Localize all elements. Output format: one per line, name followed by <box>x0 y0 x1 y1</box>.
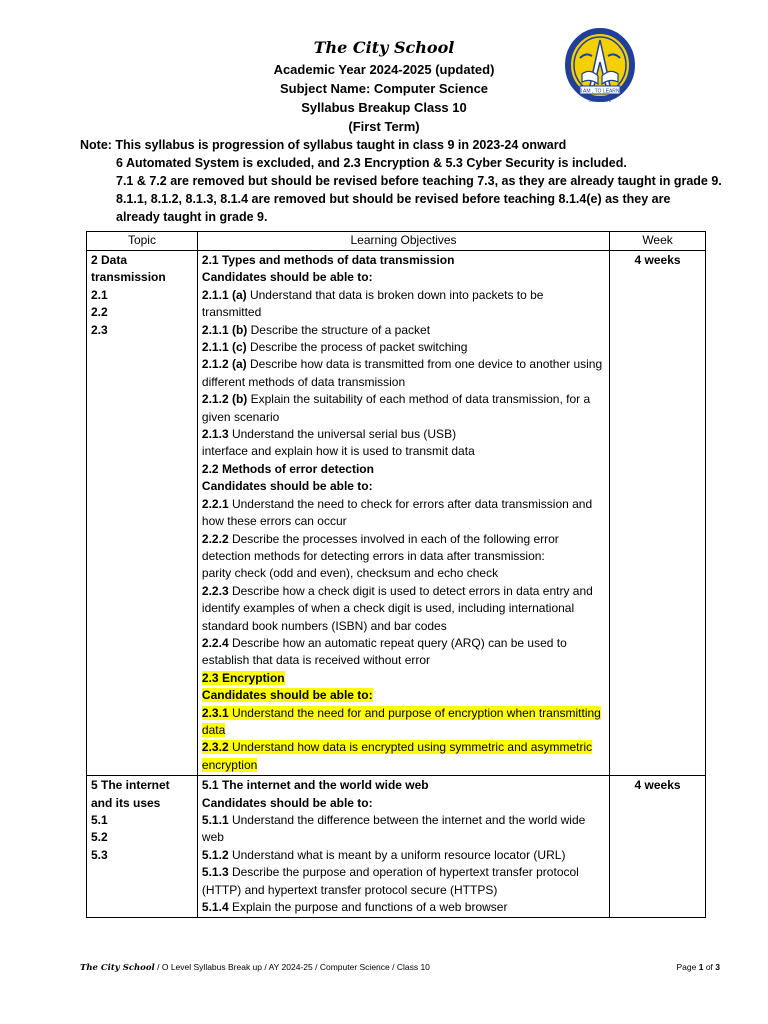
topic-line: transmission <box>91 270 166 285</box>
objective-code: 5.1.2 <box>201 847 229 862</box>
objective-code: 2.2.1 <box>201 496 229 511</box>
objective-text: Candidates should be able to: <box>201 479 373 494</box>
objective-code: 2.3.2 <box>201 740 229 755</box>
objective-text: 2.2 Methods of error detection <box>201 461 374 476</box>
objective-item <box>202 847 605 864</box>
topic-line: 5.1 <box>91 813 108 827</box>
objective-text: Understand how data is encrypted using symmetric and asymmetric encryption <box>201 740 593 772</box>
topic-line: 2.2 <box>91 305 108 320</box>
objective-code: 5.1.4 <box>201 900 229 915</box>
table-row <box>87 251 706 776</box>
objective-code: 2.1.2 (a) <box>201 357 247 372</box>
objective-item <box>202 565 605 582</box>
objective-text: Understand the difference between the internet and the world wide web <box>201 813 586 845</box>
syllabus-title: Syllabus Breakup Class 10 <box>301 100 467 115</box>
school-crest-icon <box>560 28 640 106</box>
objective-item <box>202 269 605 286</box>
objective-text: Understand that data is broken down into packets to be transmitted <box>201 287 544 320</box>
objective-text: Describe how an automatic repeat query (ARQ) can be used to establish that data is received without error <box>201 635 567 668</box>
objective-code: 2.3.1 <box>201 705 229 720</box>
logo-since: Since 1978 <box>588 98 612 103</box>
objective-text: Explain the suitability of each method of data transmission, for a given scenario <box>201 392 591 424</box>
topic-line: 5 The internet <box>91 778 170 793</box>
page-total: 3 <box>715 962 720 972</box>
objective-code: 2.2.2 <box>201 531 229 546</box>
objective-item <box>202 252 605 269</box>
objective-item <box>202 864 605 899</box>
objective-code: 2.1.1 (c) <box>201 340 247 355</box>
objective-item <box>202 583 605 618</box>
objective-item <box>202 339 605 356</box>
objectives-cell <box>197 251 609 776</box>
objective-item <box>202 531 605 566</box>
note-line-3: 7.1 & 7.2 are removed but should be revised before teaching 7.3, as they are already taught in grade 9. <box>116 174 722 188</box>
table-row <box>87 776 706 918</box>
syllabus-table <box>86 231 706 918</box>
objective-item <box>202 795 605 812</box>
page-number <box>677 962 721 972</box>
objective-text: 5.1 The internet and the world wide web <box>201 778 429 793</box>
objective-text: Candidates should be able to: <box>201 688 373 703</box>
header-week: Week <box>610 232 706 251</box>
header-topic: Topic <box>87 232 198 251</box>
table-header-row <box>87 232 706 251</box>
objective-item <box>202 478 605 495</box>
subject-name: Subject Name: Computer Science <box>279 81 489 96</box>
objective-item <box>202 670 605 687</box>
objective-code: 2.1.1 (a) <box>201 287 247 302</box>
objective-code: 2.1.3 <box>201 427 229 442</box>
objective-item <box>202 496 605 531</box>
objective-item <box>202 739 605 774</box>
objective-item <box>202 777 605 794</box>
objective-code: 5.1.1 <box>201 813 229 827</box>
school-name: The City School <box>313 38 455 57</box>
objective-text: standard book numbers (ISBN) and bar codes <box>201 618 447 633</box>
page-prefix: Page <box>676 962 699 972</box>
objective-item <box>202 322 605 339</box>
term-label: (First Term) <box>348 119 420 134</box>
objective-text: Candidates should be able to: <box>201 270 373 285</box>
objective-text: Explain the purpose and functions of a web browser <box>228 900 508 915</box>
topic-line: 5.2 <box>91 830 108 845</box>
note-line-4: 8.1.1, 8.1.2, 8.1.3, 8.1.4 are removed but should be revised before teaching 8.1.4(e) as they are already taught in grade 9. <box>116 192 671 224</box>
objective-text: Describe the structure of a packet <box>247 322 431 337</box>
objective-text: Describe the purpose and operation of hypertext transfer protocol (HTTP) and hypertext transfer protocol secure (HTTPS) <box>201 865 579 897</box>
objective-text: Understand the need to check for errors after data transmission and how these errors can occur <box>201 496 593 529</box>
objective-item <box>202 705 605 740</box>
objective-text: Describe the processes involved in each of the following error detection methods for detecting errors in data after transmission: <box>201 531 559 563</box>
objective-code: 2.2.3 <box>201 583 229 598</box>
topic-line: 2 Data <box>91 253 128 267</box>
objective-item <box>202 287 605 322</box>
objective-text: Candidates should be able to: <box>201 795 373 810</box>
objective-text: 2.3 Encryption <box>201 670 285 685</box>
objective-item <box>202 899 605 916</box>
objective-item <box>202 635 605 670</box>
objective-text: Understand what is meant by a uniform resource locator (URL) <box>228 847 566 862</box>
objective-item <box>202 426 605 443</box>
objective-item <box>202 812 605 847</box>
topic-cell <box>87 776 198 918</box>
footer-left <box>80 962 430 973</box>
syllabus-note <box>80 136 720 226</box>
objective-item <box>202 443 605 460</box>
objective-text: interface and explain how it is used to transmit data <box>201 444 475 459</box>
objective-text: Understand the universal serial bus (USB) <box>228 427 457 442</box>
week-cell: 4 weeks <box>610 251 706 776</box>
objective-text: 2.1 Types and methods of data transmission <box>201 253 455 267</box>
objectives-cell <box>197 776 609 918</box>
objective-text: Describe the process of packet switching <box>246 340 468 355</box>
academic-year: Academic Year 2024-2025 (updated) <box>273 62 495 77</box>
objective-item <box>202 618 605 635</box>
page-current: 1 <box>698 962 704 972</box>
objective-code: 2.2.4 <box>201 635 229 650</box>
footer-text: / O Level Syllabus Break up / AY 2024-25 / Computer Science / Class 10 <box>154 962 430 972</box>
objective-text: Describe how a check digit is used to detect errors in data entry and identify examples of when a check digit is used, including international <box>201 583 593 616</box>
objective-text: Describe how data is transmitted from one device to another using different methods of data transmission <box>201 357 603 389</box>
topic-cell <box>87 251 198 776</box>
topic-line: 2.1 <box>91 287 108 302</box>
note-line-1: Note: This syllabus is progression of syllabus taught in class 9 in 2023-24 onward <box>80 138 567 152</box>
objective-item <box>202 391 605 426</box>
objective-text: Understand the need for and purpose of encryption when transmitting data <box>201 705 601 737</box>
objective-code: 5.1.3 <box>201 865 229 880</box>
objective-item <box>202 687 605 704</box>
objective-code: 2.1.1 (b) <box>201 322 248 337</box>
week-cell: 4 weeks <box>610 776 706 918</box>
document-header <box>0 36 768 136</box>
objective-item <box>202 461 605 478</box>
page-mid: of <box>703 962 716 972</box>
objective-code: 2.1.2 (b) <box>201 392 248 407</box>
objective-text: parity check (odd and even), checksum and echo check <box>201 566 499 581</box>
topic-line: 2.3 <box>91 322 108 337</box>
topic-line: and its uses <box>91 795 161 810</box>
objective-item <box>202 356 605 391</box>
topic-line: 5.3 <box>91 847 108 862</box>
header-learning-objectives: Learning Objectives <box>197 232 609 251</box>
note-line-2: 6 Automated System is excluded, and 2.3 Encryption & 5.3 Cyber Security is included. <box>116 156 627 170</box>
school-logo <box>560 28 640 106</box>
logo-motto: I AM , TO LEARN <box>580 88 620 95</box>
footer-school-name: The City School <box>80 963 155 973</box>
